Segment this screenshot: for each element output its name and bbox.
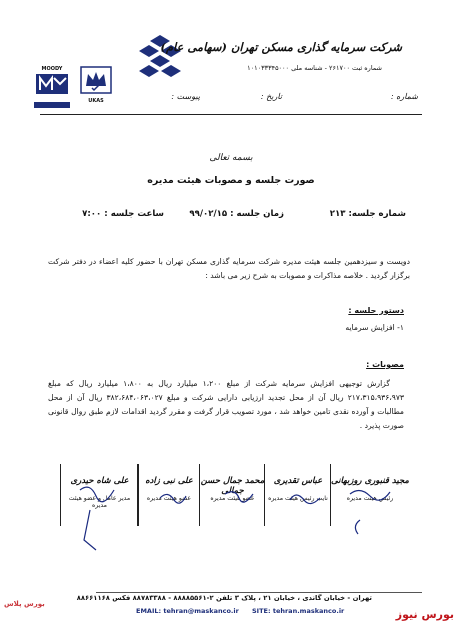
ukas-logo bbox=[80, 66, 112, 114]
handwritten-signatures bbox=[60, 480, 408, 560]
field-number: شماره : bbox=[390, 92, 418, 101]
field-attachment: پیوست : bbox=[171, 92, 200, 101]
resolutions-title: مصوبات : bbox=[366, 360, 404, 369]
signatory-role: نایب رئیس هیئت مدیره bbox=[268, 495, 328, 502]
watermark-left: بورس پلاس bbox=[4, 600, 45, 608]
footer-site: SITE: tehran.maskanco.ir bbox=[252, 607, 345, 615]
session-time: ساعت جلسه : ۷:۰۰ bbox=[82, 209, 164, 219]
ukas-crown-icon bbox=[80, 66, 112, 94]
document-title: صورت جلسه و مصوبات هیئت مدیره bbox=[147, 175, 315, 186]
ukas-logo-caption: UKAS bbox=[88, 98, 104, 104]
signatory-name: عباس تقدیری bbox=[273, 476, 323, 486]
moody-logo bbox=[34, 66, 70, 112]
basmala: بسمه تعالی bbox=[209, 153, 253, 163]
signatory-name: مجید قنبوری روزبهانی bbox=[331, 476, 409, 486]
signatory-role: مدیر عامل و عضو هیئت مدیره bbox=[68, 495, 131, 509]
signatory-role: عضو هیئت مدیره bbox=[210, 495, 255, 502]
signatory-role: رئیس هیئت مدیره bbox=[346, 495, 394, 502]
watermark-right: بورس نیوز bbox=[395, 608, 454, 621]
resolution-paragraph: گزارش توجیهی افزایش سرمایه شرکت از مبلغ ۱،۲۰۰ میلیارد ریال به ۱،۸۰۰ میلیارد ریال که مبلغ ۲۱۷،۳۱۵،۹۳۶،۹۷۳ ریال آن از محل تجدید ارزیابی دارایی شرکت و مبلغ ۳۸۲،۶۸۴،۰۶۳،۰۲۷ ریال آن از محل مطالبات و آورده نقدی تامین خواهد شد ، مورد تصویب قرار گرفت و مقرر گردید اقدامات لازم طبق روال قانونی صورت پذیرد . bbox=[48, 379, 405, 430]
session-number: شماره جلسه: ۲۱۳ bbox=[329, 209, 406, 219]
agenda-title: دستور جلسه : bbox=[348, 306, 404, 315]
signatory-name: محمد جمال حسن جمالی bbox=[200, 476, 265, 496]
field-date: تاریخ : bbox=[260, 92, 282, 101]
intro-paragraph: دویست و سیزدهمین جلسه هیئت مدیره شرکت سرمایه گذاری مسکن تهران با حضور کلیه اعضاء در دفتر شرکت برگزار گردید . خلاصه مذاکرات و مصوبات به شرح زیر می باشد : bbox=[48, 257, 410, 280]
company-name: شرکت سرمایه گذاری مسکن تهران (سهامی عام) bbox=[160, 40, 402, 54]
signatory-role: عضو هیئت مدیره bbox=[146, 495, 192, 502]
moody-mark-icon bbox=[34, 72, 70, 96]
header-divider bbox=[40, 114, 422, 115]
moody-logo-caption: MOODY bbox=[41, 66, 63, 72]
agenda-item: ۱- افزایش سرمایه bbox=[345, 323, 404, 332]
footer-divider bbox=[96, 592, 422, 593]
signatory-name: علی شاه حیدری bbox=[70, 476, 129, 486]
signatory-name: علی نبی زاده bbox=[145, 476, 193, 486]
footer-email: EMAIL: tehran@maskanco.ir bbox=[136, 607, 239, 615]
footer-address: تهران - خیابان گاندی ، خیابان ۲۱ ، پلاک ۳ تلفن ۲-۸۸۸۸۵۵۶۱ - ۸۸۷۸۳۳۸۸ فکس ۸۸۶۶۱۱۶۸ bbox=[76, 594, 372, 602]
session-date: زمان جلسه : ۹۹/۰۲/۱۵ bbox=[189, 209, 284, 219]
registration-line: شماره ثبت ۲۶۱۷۰۰ - شناسه ملی ۱۰۱۰۳۳۳۴۵۰۰۰ bbox=[247, 64, 382, 72]
